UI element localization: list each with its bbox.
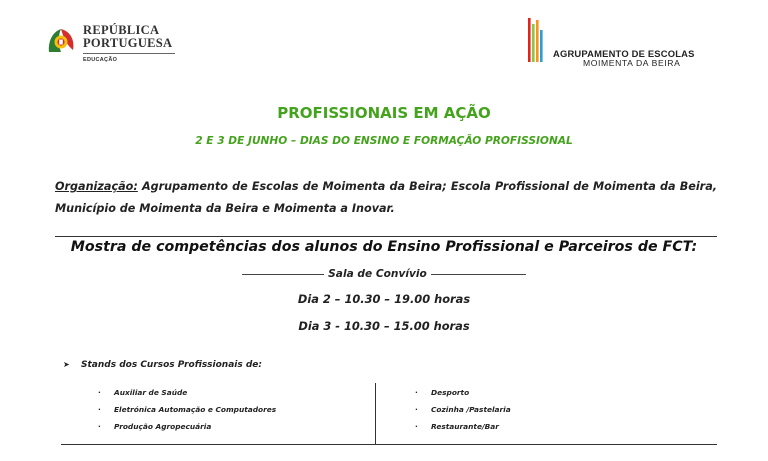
organization-paragraph <box>55 176 717 220</box>
agrupamento-line-1: AGRUPAMENTO DE ESCOLAS <box>553 48 695 59</box>
stands-left-column <box>98 384 276 435</box>
portugal-emblem-icon <box>46 26 76 54</box>
logo-subtitle: EDUCAÇÃO <box>83 57 118 63</box>
list-item <box>415 384 511 401</box>
list-item <box>415 401 511 418</box>
venue-line <box>0 268 768 280</box>
bullet-icon: · <box>98 422 101 431</box>
bullet-icon: · <box>415 405 418 414</box>
stands-heading-text: Stands dos Cursos Profissionais de: <box>81 360 263 370</box>
arrow-bullet-icon: ➤ <box>63 360 70 369</box>
republica-portuguesa-logo <box>46 22 186 68</box>
day-schedule-1: Dia 2 – 10.30 – 19.00 horas <box>297 292 471 306</box>
logo-divider <box>83 53 175 54</box>
list-item <box>415 418 511 435</box>
list-item-text: Cozinha /Pastelaria <box>431 405 511 414</box>
venue-dash-left <box>242 274 324 275</box>
list-item-text: Eletrónica Automação e Computadores <box>114 405 277 414</box>
day-schedule-2: Dia 3 - 10.30 – 15.00 horas <box>298 319 470 333</box>
list-item-text: Auxiliar de Saúde <box>114 388 188 397</box>
organization-text: Agrupamento de Escolas de Moimenta da Beira; Escola Profissional de Moimenta da Beira, Município de Moimenta da Beira e Moimenta a Inovar. <box>55 180 717 215</box>
list-item <box>98 401 276 418</box>
organization-label: Organização: <box>55 180 138 193</box>
page-title: PROFISSIONAIS EM AÇÃO <box>277 104 491 122</box>
colored-bars-icon <box>525 14 547 66</box>
logo-line-2: PORTUGUESA <box>83 36 173 50</box>
bullet-icon: · <box>415 388 418 397</box>
bullet-icon: · <box>98 405 101 414</box>
venue-dash-right <box>431 274 526 275</box>
venue-label: Sala de Convívio <box>328 268 427 280</box>
bullet-icon: · <box>98 388 101 397</box>
stands-heading <box>63 360 262 370</box>
divider-bottom <box>61 444 717 445</box>
list-item-text: Produção Agropecuária <box>114 422 212 431</box>
stands-right-column <box>415 384 511 435</box>
agrupamento-line-2: MOIMENTA DA BEIRA <box>583 58 681 68</box>
bullet-icon: · <box>415 422 418 431</box>
page-subtitle: 2 E 3 DE JUNHO – DIAS DO ENSINO E FORMAÇÃO PROFISSIONAL <box>195 135 573 147</box>
list-item-text: Desporto <box>431 388 470 397</box>
exhibition-heading: Mostra de competências dos alunos do Ensino Profissional e Parceiros de FCT: <box>70 239 698 255</box>
divider-top <box>55 236 717 237</box>
logo-line-1: REPÚBLICA <box>83 23 160 37</box>
column-divider <box>375 383 376 445</box>
list-item <box>98 418 276 435</box>
list-item-text: Restaurante/Bar <box>431 422 499 431</box>
list-item <box>98 384 276 401</box>
agrupamento-logo <box>525 14 725 70</box>
